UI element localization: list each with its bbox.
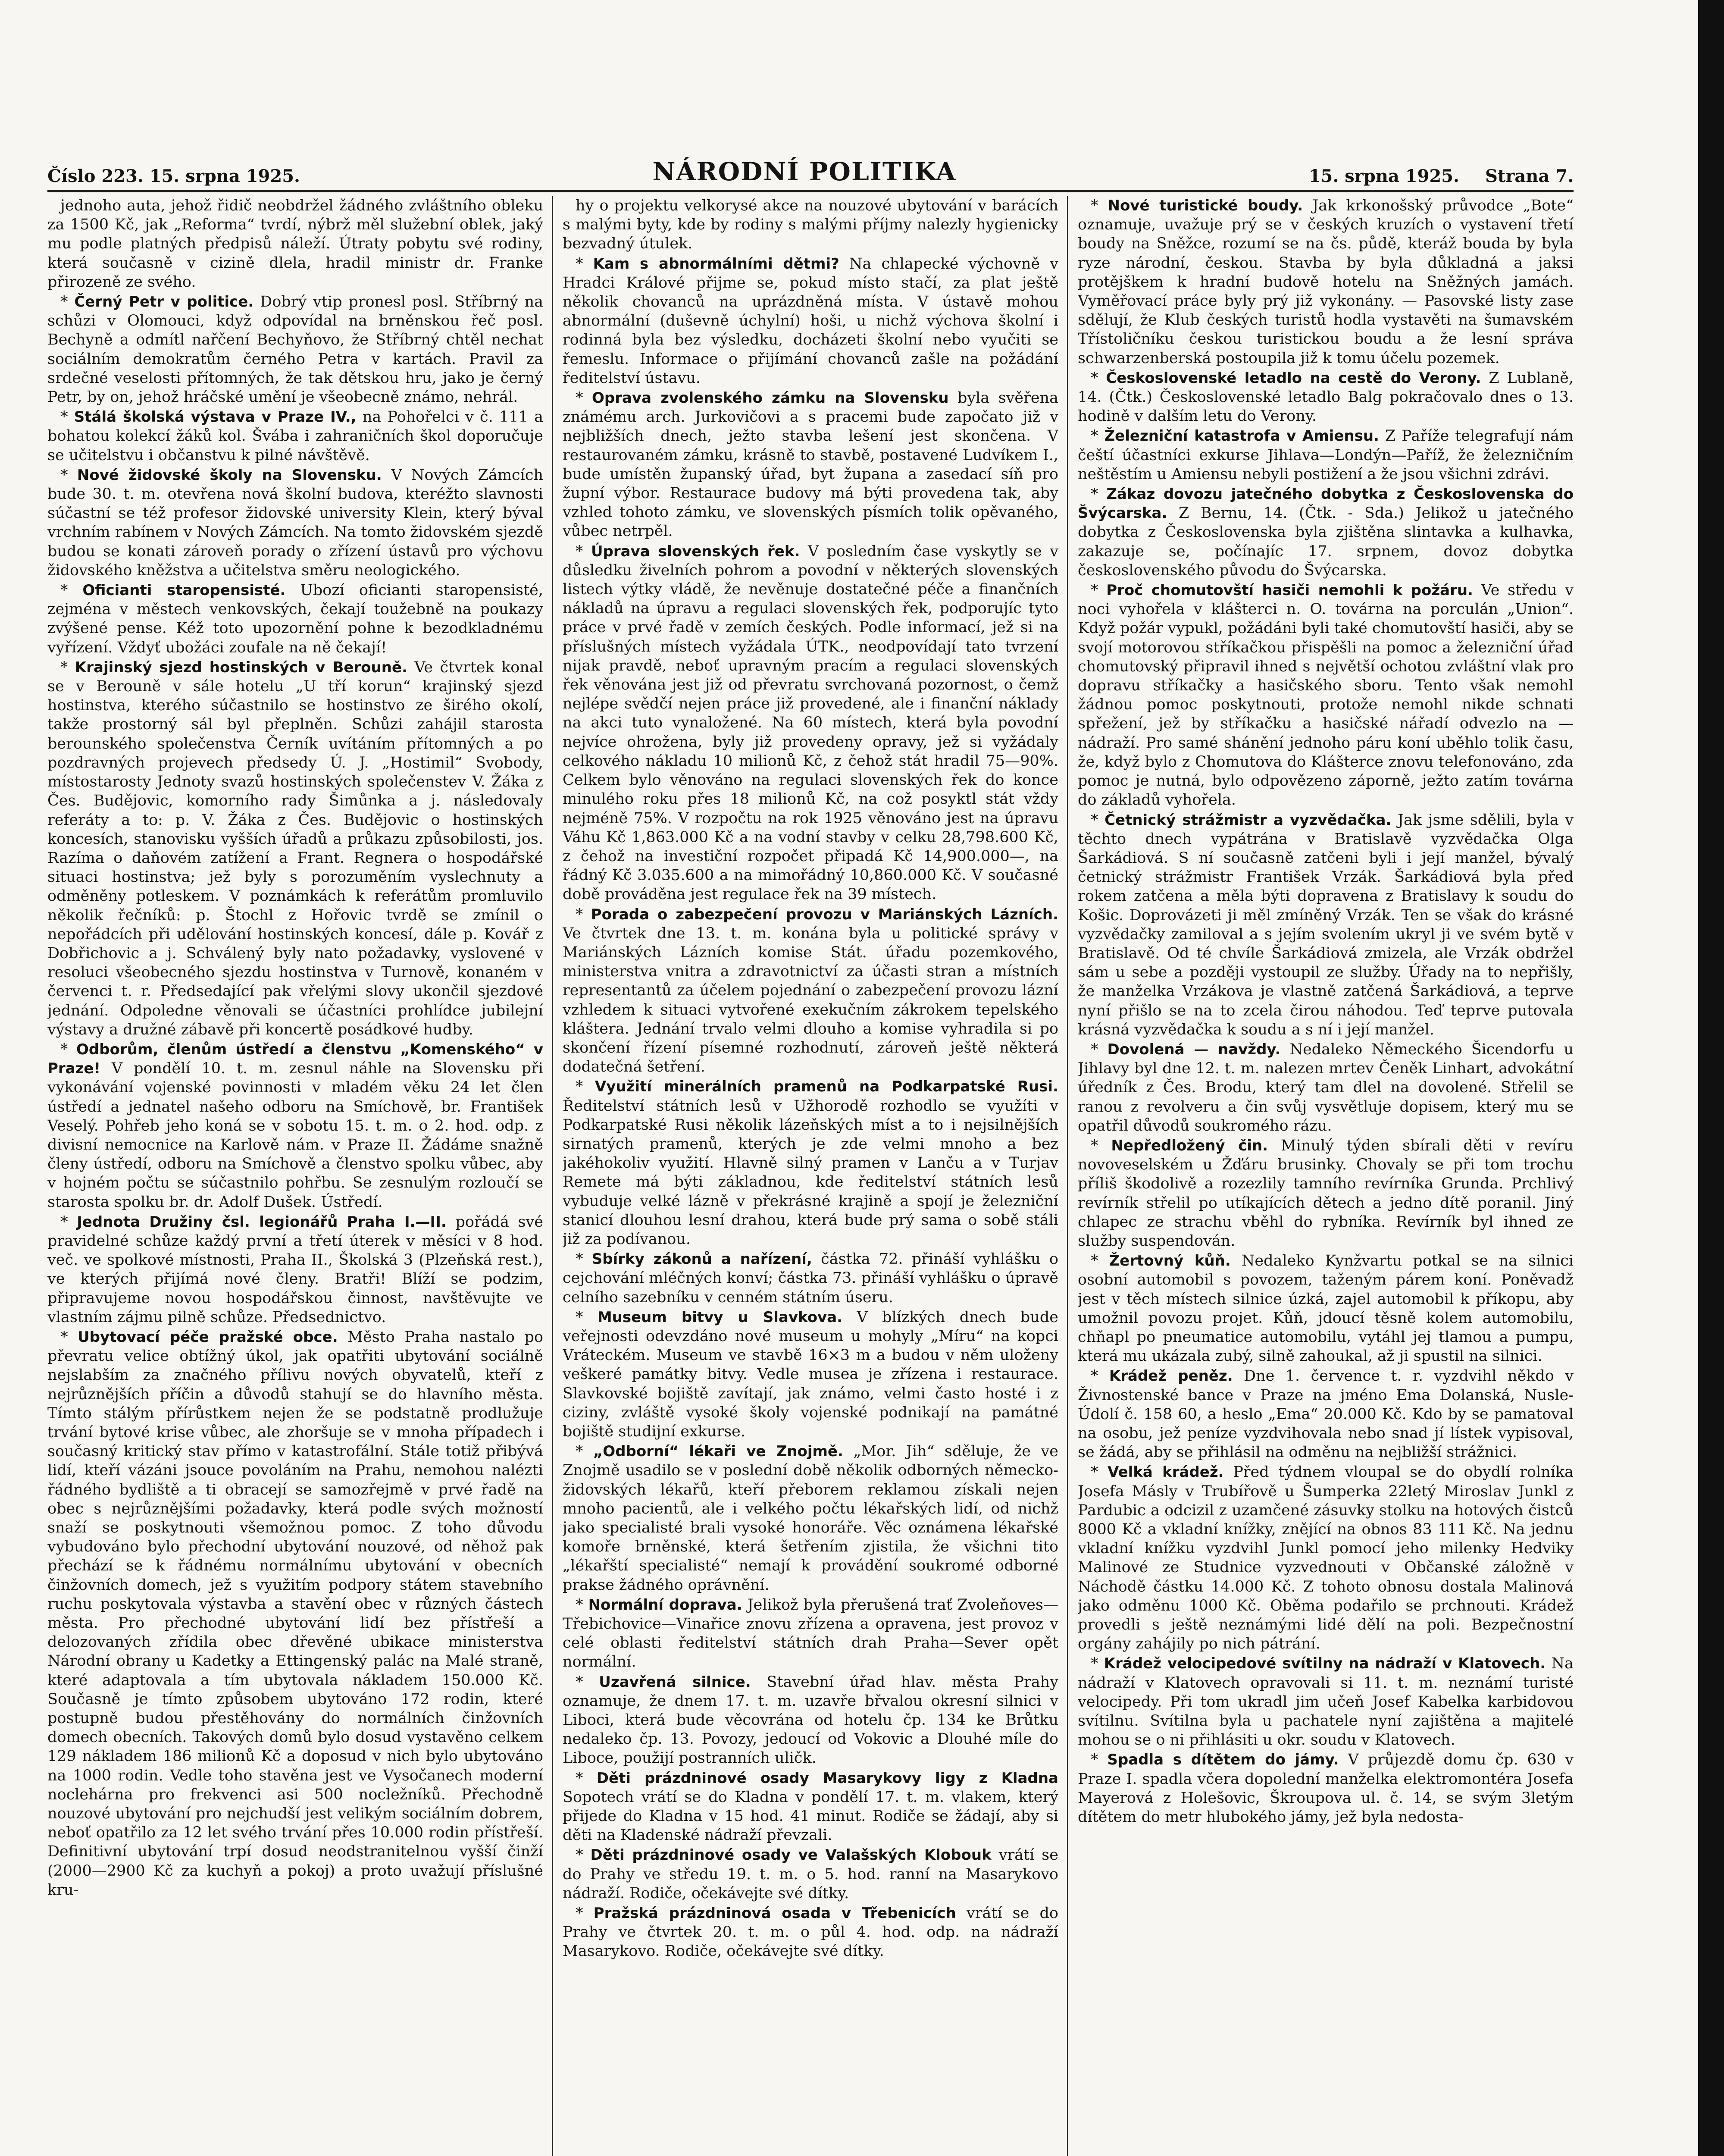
news-item: * Nepředložený čin. Minulý týden sbírali děti v revíru novoveselském u Žďáru brusinky. Chovaly se při tom trochu příliš škodolivě a rozezlily tamního revírníka Grunda. Prchlivý revírník střelil po utíkajících dětech a jedno dítě poranil. Jiný chlapec ze strachu vběhl do rybníka. Revírník byl ihned ze služby suspendován. bbox=[1078, 1137, 1574, 1250]
column-3 bbox=[1078, 196, 1574, 2156]
news-item-heading: Železniční katastrofa v Amiensu. bbox=[1104, 427, 1379, 445]
news-item: * Proč chomutovští hasiči nemohli k požáru. Ve středu v noci vyhořela v klášterci n. O. továrna na porculán „Union“. Když požár vypukl, požádáni byli také chomutovští hasiči, aby se svojí motorovou stříkačkou přispěšli na pomoc a železniční úřad chomutovský připravil ihned s největší ochotou zvláštní vlak pro dopravu stříkačky a hasičského sboru. Tento však nemohl žádnou pomoc poskytnouti, protože nemohl nikde schnati spřežení, jež by stříkačku a hasičské nářadí odvezlo na — nádraží. Pro samé shánění jednoho páru koní uběhlo tolik času, že, když bylo z Chomutova do Klášterce znovu telefonováno, zda pomoc je nutná, bylo odpovězeno záporně, ježto zatím továrna do základů vyhořela. bbox=[1078, 582, 1574, 809]
news-item-heading: Spadla s dítětem do jámy. bbox=[1107, 1751, 1339, 1769]
news-item: * Oficianti staropensisté. Ubozí oficianti staropensisté, zejména v městech venkovských, čekají toužebně na poukazy zvýšené pense. Kéž toto upozornění pohne k bezodkladnému vyřízení. Vždyť ubožáci zoufale na ně čekají! bbox=[47, 582, 543, 656]
news-item: * Sbírky zákonů a nařízení, částka 72. přináší vyhlášku o cejchování mléčných konví; částka 73. přináší vyhlášku o úpravě celního sazebníku v cenném státním úseru. bbox=[563, 1250, 1058, 1306]
news-item-text: Z Lublaně, 14. (Čtk.) Československé letadlo Balg pokračovalo dnes o 13. hodině v dalším letu do Verony. bbox=[1078, 369, 1574, 425]
news-item-heading: Četnický strážmistr a vyzvědačka. bbox=[1104, 811, 1392, 829]
news-item: * „Odborní“ lékaři ve Znojmě. „Mor. Jih“ sděluje, že ve Znojmě usadilo se v poslední době několik odborných německo-židovských lékařů, kteří přeborem reklamou získali nejen mnoho pacientů, ale i velkého počtu lékařských lidí, od nichž jako specialisté brali vysoké honoráře. Věc oznámena lékařské komoře brněnské, která šetřením zjistila, že všichni tito „lékařští specialisté“ nemají k provádění soukromé odborné prakse žádného oprávnění. bbox=[563, 1443, 1058, 1594]
news-item-heading: Ubytovací péče pražské obce. bbox=[78, 1328, 338, 1346]
news-item: * Oprava zvolenského zámku na Slovensku byla svěřena známému arch. Jurkovičovi a s pracemi bude započato již v nejbližších dnech, ježto stavba lešení jest skončena. V restaurovaném zámku, krásně to stavbě, postavené Ludvíkem I., bude umístěn županský úřad, byt župana a zasedací síň pro župní výbor. Restaurace budovy má býti provedena tak, aby vzhled tohoto zámku, ve slovenských písmích tolik opěvaného, vůbec netrpěl. bbox=[563, 389, 1058, 540]
news-item-text: V posledním čase vyskytly se v důsledku živelních pohrom a povodní v některých slovenských listech výtky vládě, že nevěnuje dostatečné péče a finančních nákladů na úpravu a regulaci slovenských řek, podporujíc tyto práce v prvé řadě v zemích českých. Podle informací, jež si na příslušných místech vyžádala ÚTK., neodpovídají tato tvrzení nijak pravdě, neboť upravným pracím a regulaci slovenských řek věnována jest již od převratu svrchovaná pozornost, o čemž nejlépe svědčí nejen práce již provedené, ale i finanční náklady na akci tuto vynaložené. Na 60 místech, která byla povodní nejvíce ohrožena, byly již provedeny opravy, jež si vyžádaly celkového nákladu 10 milionů Kč, z čehož stát hradil 75—90%. Celkem bylo věnováno na regulaci slovenských řek do konce minulého roku přes 18 milionů Kč, na což posyktl stát vždy nejméně 75%. V rozpočtu na rok 1925 věnováno jest na úpravu Váhu Kč 1,863.000 Kč a na vodní stavby v celku 28,798.600 Kč, z čehož na investiční rozpočet připadá Kč 14,900.000—, na řádný Kč 3.035.600 a na mimořádný 10,860.000 Kč. V současné době prováděna jest regulace řek na 39 místech. bbox=[563, 542, 1058, 903]
news-item: * Krajinský sjezd hostinských v Berouně. Ve čtvrtek konal se v Berouně v sále hotelu „U tří korun“ krajinský sjezd hostinstva, kterého súčastnilo se hostinstvo ze širého okolí, takže prostorný sál byl přeplněn. Schůzi zahájil starosta berounského společenstva Černík uvítáním přítomných a po pozdravných projevech předsedy Ú. J. „Hostimil“ Svobody, místostarosty Jednoty svazů hostinských společenstev V. Žáka z Čes. Budějovic, komorního rady Šimůnka a j. následovaly referáty a to: p. V. Žáka z Čes. Budějovic o hostinských koncesích, stanovisku vyšších úřadů a průkazu způsobilosti, jos. Razíma o daňovém zatížení a Frant. Regnera o hospodářské situaci hostinstva; jež byly s porozuměním vyslechnuty a odměněny potleskem. V poznámkách k referátům promluvilo několik řečníků: p. Štochl z Hořovic tvrdě se zmínil o nepořádcích při udělování hostinských koncesí, dále p. Kovář z Dobřichovic a j. Schválený byly nato požadavky, vyslovené v resoluci všeobecného sjezdu hostinstva v Turnově, konaném v červenci t. r. Předsedající pak vřelými slovy ukončil sjezdové jednání. Odpoledne věnovali se účastníci prohlídce jubilejní výstavy a družné zábavě při koncertě posádkové hudby. bbox=[47, 658, 543, 1038]
news-item-heading: Proč chomutovští hasiči nemohli k požáru. bbox=[1106, 582, 1473, 599]
news-item bbox=[47, 196, 543, 291]
news-item-heading: Museum bitvy u Slavkova. bbox=[597, 1308, 843, 1326]
news-item: * Spadla s dítětem do jámy. V průjezdě domu čp. 630 v Praze I. spadla včera dopolední manželka elektromontéra Josefa Mayerová z Holešovic, Škroupova ul. č. 14, se svým 3letým dítětem do metr hlubokého jámy, jež byla nedosta- bbox=[1078, 1751, 1574, 1826]
news-item-heading: Využití minerálních pramenů na Podkarpatské Rusi. bbox=[594, 1078, 1058, 1096]
news-item-text: jednoho auta, jehož řidič neobdržel žádného zvláštního obleku za 1500 Kč, jak „Reforma“ tvrdí, nýbrž měl služební oblek, jaký mu podle platných předpisů náleží. Útraty pobytu své rodiny, která současně v cizině dlela, hradil ministr dr. Franke přirozeně ze svého. bbox=[47, 197, 543, 291]
news-item-text: Ředitelství státních lesů v Užhorodě rozhodlo se využíti v Podkarpatské Rusi několik lázeňských míst a to i nejsilnějších sirnatých pramenů, kterých je zde velmi mnoho a bez jakéhokoliv využití. Hlavně silný pramen v Lanču a v Turjav Remete má býti základnou, kde ředitelství státních lesů vybuduje velké lázně v překrásné krajině a spojí je železniční stanicí dlouhou lesní drahou, která bude prý sama o sobě stáli již za podívanou. bbox=[563, 1097, 1058, 1248]
news-item-text: „Mor. Jih“ sděluje, že ve Znojmě usadilo se v poslední době několik odborných německo-židovských lékařů, kteří přeborem reklamou získali nejen mnoho pacientů, ale i velkého počtu lékařských lidí, od nichž jako specialisté brali vysoké honoráře. Věc oznámena lékařské komoře brněnské, která šetřením zjistila, že všichni tito „lékařští specialisté“ nemají k provádění soukromé odborné prakse žádného oprávnění. bbox=[563, 1443, 1058, 1594]
news-item-text: Jak jsme sdělili, byla v těchto dnech vypátrána v Bratislavě vyzvědačka Olga Šarkádiová. S ní současně zatčeni byli i její manžel, bývalý četnický strážmistr František Vrzák. Šarkádiová byla před rokem zatčena a měla býti dopravena z Bratislavy k soudu do Košic. Doprovázeti ji měl zmíněný Vrzák. Ten se však do krásné vyzvědačky zamiloval a s jejím svolením ukryl ji ve svém bytě v Bratislavě. Od té chvíle Šarkádiová zmizela, ale Vrzák obdržel sám u sebe a později vystoupil ze služby. Úřady na to nepřišly, že manželka Vrzákova je vlastně zatčená Šarkádiová, a teprve nyní přišlo se na to zcela čirou náhodou. Teď teprve putovala krásná vyzvědačka k soudu a s ní i její manžel. bbox=[1078, 811, 1574, 1038]
news-item: * Nové židovské školy na Slovensku. V Nových Zámcích bude 30. t. m. otevřena nová školní budova, kteréžto slavnosti súčastní se též profesor židovské university Klein, který býval vrchním rabínem v Nových Zámcích. Na tomto židovském sjezdě budou se konati zároveň porady o zřízení ústavů pro výchovu židovského kněžstva a učitelstva směru neologického. bbox=[47, 466, 543, 579]
news-item-heading: Velká krádež. bbox=[1108, 1463, 1224, 1481]
news-item-heading: Krajinský sjezd hostinských v Berouně. bbox=[75, 658, 407, 676]
news-item-heading: Československé letadlo na cestě do Verony. bbox=[1106, 369, 1481, 387]
news-item-text: V blízkých dnech bude veřejnosti odevzdáno nové museum u mohyly „Míru“ na kopci Vráteckém. Museum ve stavbě 16×3 m a budou v něm uloženy veškeré památky bitvy. Vedle musea je zřízena i restaurace. Slavkovské bojiště zavítají, jak známo, velmi často hosté i z ciziny, zvláště vysoké školy vojenské podnikají na památné bojiště studijní exkurse. bbox=[563, 1308, 1058, 1440]
news-item-heading: Oficianti staropensisté. bbox=[82, 582, 286, 599]
column-divider bbox=[1067, 196, 1068, 2156]
news-item-text: V průjezdě domu čp. 630 v Praze I. spadla včera dopolední manželka elektromontéra Josefa Mayerová z Holešovic, Škroupova ul. č. 14, se svým 3letým dítětem do metr hlubokého jámy, jež byla nedosta- bbox=[1078, 1751, 1574, 1826]
news-item-heading: Krádež peněz. bbox=[1109, 1367, 1233, 1385]
news-item-heading: Krádež velocipedové svítilny na nádraží v Klatovech. bbox=[1104, 1655, 1546, 1673]
column-divider bbox=[552, 196, 553, 2156]
news-item: * Železniční katastrofa v Amiensu. Z Paříže telegrafují nám čeští účastníci exkurse Jihlava—Londýn—Paříž, že železničním neštěstím u Amiensu nebyli postižení a že jsou všichni zdrávi. bbox=[1078, 427, 1574, 483]
news-item-text: Z Paříže telegrafují nám čeští účastníci exkurse Jihlava—Londýn—Paříž, že železničním neštěstím u Amiensu nebyli postižení a že jsou všichni zdrávi. bbox=[1078, 427, 1574, 483]
page-header bbox=[47, 156, 1574, 186]
news-item-text: V pondělí 10. t. m. zesnul náhle na Slovensku při vykonávání vojenské povinnosti v mladém věku 24 let člen ústředí a jednatel našeho odboru na Smíchově, br. František Veselý. Pohřeb jeho koná se v sobotu 15. t. m. o 2. hod. odp. z divisní nemocnice na Karlově nám. v Praze II. Žádáme snažně členy ústředí, odboru na Smíchově a členstvo spolku vůbec, aby v hojném počtu se súčastnilo pohřbu. Se zesnulým rozloučí se starosta spolku br. dr. Adolf Dušek. Ústředí. bbox=[47, 1060, 543, 1211]
news-item-text: Minulý týden sbírali děti v revíru novoveselském u Žďáru brusinky. Chovaly se při tom trochu příliš škodolivě a rozezlily tamního revírníka Grunda. Prchlivý revírník střelil po utíkajících dětech a jedno dítě poranil. Jiný chlapec ze strachu vběhl do rybníka. Revírník byl ihned ze služby suspendován. bbox=[1078, 1137, 1574, 1250]
news-item-heading: Děti prázdninové osady ve Valašských Klobouk bbox=[590, 1846, 992, 1864]
news-item-heading: Uzavřená silnice. bbox=[599, 1673, 751, 1691]
news-item-heading: „Odborní“ lékaři ve Znojmě. bbox=[593, 1443, 843, 1460]
news-item-text: Ve čtvrtek dne 13. t. m. konána byla u politické správy v Mariánských Lázních komise Stát. úřadu pozemkového, ministerstva vnitra a zdravotnictví za účasti stran a místních representantů za účelem pojednání o zabezpečení provozu lázní vzhledem k situaci vytvořené exekučním zákrokem tepelského kláštera. Jednání trvalo velmi dlouho a komise vyhradila si po skončení řízení písemné rozhodnutí, zároveň ještě některá dodatečná šetření. bbox=[563, 924, 1058, 1076]
news-item-heading: Porada o zabezpečení provozu v Mariánských Lázních. bbox=[591, 906, 1058, 923]
news-item bbox=[563, 196, 1058, 254]
news-item-text: Na chlapecké výchovně v Hradci Králové přijme se, pokud místo stačí, za plat ještě několik chovanců na uprázdněná místa. V ústavě mohou abnormální (duševně úchylní) hoši, u nichž výchova školní i rodinná byla bez výsledku, docházeti školní nebo vyučiti se řemeslu. Informace o přijímání chovanců zašle na požádání ředitelství ústavu. bbox=[563, 255, 1058, 387]
news-item-text: Jelikož byla přerušená trať Zvoleňoves—Třebichovice—Vinařice znovu zřízena a opravena, jest provoz v celé oblasti ředitelství státních drah Praha—Sever opět normální. bbox=[563, 1596, 1058, 1671]
news-item-text: Z Bernu, 14. (Čtk. - Sda.) Jelikož u jatečného dobytka z Československa byla zjištěna slintavka a kulhavka, zakazuje se, počínajíc 17. srpnem, dovoz dobytka československého původu do Švýcarska. bbox=[1078, 505, 1574, 579]
news-item-heading: Oprava zvolenského zámku na Slovensku bbox=[591, 389, 949, 407]
page-number: Strana 7. bbox=[1485, 166, 1574, 186]
news-item-text: V Nových Zámcích bude 30. t. m. otevřena nová školní budova, kteréžto slavnosti súčastní se též profesor židovské university Klein, který býval vrchním rabínem v Nových Zámcích. Na tomto židovském sjezdě budou se konati zároveň porady o zřízení ústavů pro výchovu židovského kněžstva a učitelstva směru neologického. bbox=[47, 466, 543, 579]
news-item-text: Před týdnem vloupal se do obydlí rolníka Josefa Másly v Trubířově u Šumperka 22letý Miroslav Junkl z Pardubic a odcizil z uzamčené zásuvky stolku na hotových čistců 8000 Kč a vkladní knížky, znějící na obnos 83 111 Kč. Na jednu vkladní knížku vyzdvihl Junkl pomocí jeho milenky Hedviky Malinové ze Studnice vyzvednouti v Občanské záložně v Náchodě částku 14.000 Kč. Z tohoto obnosu dostala Malinová jako odměnu 1000 Kč. Oběma podařilo se prchnouti. Krádež provedli s ještě neznámými lidé dělí na poli. Bezpečnostní orgány zahájily po nich pátrání. bbox=[1078, 1463, 1574, 1653]
news-item-text: Město Praha nastalo po převratu velice obtížný úkol, jak opatřiti ubytování sociálně nejslabším za značného přílivu nových obyvatelů, kteří z nejrůznějších příčin a důvodů stahují se do hlavního města. Tímto stálým přírůstkem nejen že se podstatně prodlužuje trvání bytové krise vůbec, ale zhoršuje se v mnoha případech i současný kritický stav přímo v katastrofální. Stále totiž přibývá lidí, kteří vázáni jsouce povoláním na Prahu, nemohou nalézti řádného bydliště a ti obracejí se samozřejmě v prvé řadě na obec s nejrůznějšími požadavky, která podle svých možností snaží se poskytnouti všemožnou pomoc. Z toho důvodu vybudováno bylo přechodní ubytování nouzové, od něhož pak přechází se k řádnému normálnímu ubytování v obecních činžovních domech, jež s využitím podpory státem stavebního ruchu poskytovala výstavba a stavění obec v různých částech města. Pro přechodné ubytování lidí bez přístřeší a delozovaných zřídila obec dřevěné ubikace ministerstva Národní obrany u Kadetky a Ettingenský palác na Malé straně, které adaptovala a tím ubytovala nákladem 150.000 Kč. Současně je tímto způsobem ubytováno 172 rodin, které postupně budou přestěhovány do normálních činžovních domech obecních. Takových domů bylo dosud vystavěno celkem 129 nákladem 186 milionů Kč a doposud v nich bylo ubytováno na 1000 rodin. Vedle toho stavěna jest ve Vysočanech moderní noclehárna pro frekvenci asi 500 nocležníků. Přechodně nouzové ubytování pro nejchudší jest velikým sociálním dobrem, neboť opatřilo za 12 let svého trvání přes 10.000 rodin přístřeší. Definitivní ubytování trpí dosud neodstranitelnou vyšší činží (2000—2900 Kč za kuchyň a pokoj) a proto uvažují příslušné kru- bbox=[47, 1328, 543, 1899]
news-item-heading: Žertovný kůň. bbox=[1109, 1252, 1231, 1270]
header-rule bbox=[47, 190, 1574, 192]
news-item: * Porada o zabezpečení provozu v Mariánských Lázních. Ve čtvrtek dne 13. t. m. konána byla u politické správy v Mariánských Lázních komise Stát. úřadu pozemkového, ministerstva vnitra a zdravotnictví za účasti stran a místních representantů za účelem pojednání o zabezpečení provozu lázní vzhledem k situaci vytvořené exekučním zákrokem tepelského kláštera. Jednání trvalo velmi dlouho a komise vyhradila si po skončení řízení písemné rozhodnutí, zároveň ještě některá dodatečná šetření. bbox=[563, 906, 1058, 1076]
news-item: * Krádež velocipedové svítilny na nádraží v Klatovech. Na nádraží v Klatovech opravovali si 11. t. m. neznámí turisté velocipedy. Při tom ukradl jim učeň Josef Kabelka karbidovou svítilnu. Svítilna byla u pachatele nyní zajištěna a majitelé mohou se o ni přihlásiti u okr. soudu v Klatovech. bbox=[1078, 1655, 1574, 1749]
news-item-heading: Sbírky zákonů a nařízení, bbox=[591, 1250, 812, 1268]
news-item-text: hy o projektu velkorysé akce na nouzové ubytování v barácích s malými byty, kde by rodiny s malými příjmy nalezly hygienicky bezvadný útulek. bbox=[563, 197, 1058, 253]
news-item-heading: Nové židovské školy na Slovensku. bbox=[77, 466, 382, 484]
news-item: * Velká krádež. Před týdnem vloupal se do obydlí rolníka Josefa Másly v Trubířově u Šumperka 22letý Miroslav Junkl z Pardubic a odcizil z uzamčené zásuvky stolku na hotových čistců 8000 Kč a vkladní knížky, znějící na obnos 83 111 Kč. Na jednu vkladní knížku vyzdvihl Junkl pomocí jeho milenky Hedviky Malinové ze Studnice vyzvednouti v Občanské záložně v Náchodě částku 14.000 Kč. Z tohoto obnosu dostala Malinová jako odměnu 1000 Kč. Oběma podařilo se prchnouti. Krádež provedli s ještě neznámými lidé dělí na poli. Bezpečnostní orgány zahájily po nich pátrání. bbox=[1078, 1463, 1574, 1653]
column-2 bbox=[563, 196, 1058, 2156]
header-date: 15. srpna 1925. bbox=[1308, 166, 1459, 186]
news-item-heading: Nepředložený čin. bbox=[1111, 1137, 1268, 1154]
news-item-heading: Jednota Družiny čsl. legionářů Praha I.—II. bbox=[77, 1213, 447, 1231]
news-item-heading: Normální doprava. bbox=[588, 1596, 742, 1614]
news-item-heading: Úprava slovenských řek. bbox=[591, 542, 800, 560]
news-item: * Využití minerálních pramenů na Podkarpatské Rusi. Ředitelství státních lesů v Užhorodě rozhodlo se využíti v Podkarpatské Rusi několik lázeňských míst a to i nejsilnějších sirnatých pramenů, kterých je zde velmi mnoho a bez jakéhokoliv využití. Hlavně silný pramen v Lanču a v Turjav Remete má býti základnou, kde ředitelství státních lesů vybuduje velké lázně v překrásné krajině a spojí je železniční stanicí dlouhou lesní drahou, která bude prý sama o sobě stáli již za podívanou. bbox=[563, 1078, 1058, 1248]
news-item-heading: Děti prázdninové osady Masarykovy ligy z Kladna bbox=[596, 1769, 1058, 1787]
news-item-text: Stavební úřad hlav. města Prahy oznamuje, že dnem 17. t. m. uzavře břvalou okresní silnici v Liboci, která bude věcovrána od hotelu čp. 134 ke Brůtku nedaleko čp. 13. Povozy, jedoucí od Vokovic a Dlouhé míle do Liboce, použijí postranních uličk. bbox=[563, 1673, 1058, 1767]
news-item: * Uzavřená silnice. Stavební úřad hlav. města Prahy oznamuje, že dnem 17. t. m. uzavře břvalou okresní silnici v Liboci, která bude věcovrána od hotelu čp. 134 ke Brůtku nedaleko čp. 13. Povozy, jedoucí od Vokovic a Dlouhé míle do Liboce, použijí postranních uličk. bbox=[563, 1673, 1058, 1767]
newspaper-title: NÁRODNÍ POLITIKA bbox=[652, 157, 957, 186]
news-item: * Žertovný kůň. Nedaleko Kynžvartu potkal se na silnici osobní automobil s povozem, taženým párem koní. Poněvadž jest v těch místech silnice úzká, zajel automobil k příkopu, aby umožnil povozu projet. Kůň, jdoucí těsně kolem automobilu, chňapl po pneumatice automobilu, vytáhl jej tlamou a pumpu, která mu ukázala zubý, silně zahoukal, až ji spustil na silnici. bbox=[1078, 1252, 1574, 1365]
news-item: * Četnický strážmistr a vyzvědačka. Jak jsme sdělili, byla v těchto dnech vypátrána v Bratislavě vyzvědačka Olga Šarkádiová. S ní současně zatčeni byli i její manžel, bývalý četnický strážmistr František Vrzák. Šarkádiová byla před rokem zatčena a měla býti dopravena z Bratislavy k soudu do Košic. Doprovázeti ji měl zmíněný Vrzák. Ten se však do krásné vyzvědačky zamiloval a s jejím svolením ukryl ji ve svém bytě v Bratislavě. Od té chvíle Šarkádiová zmizela, ale Vrzák obdržel sám u sebe a později vystoupil ze služby. Úřady na to nepřišly, že manželka Vrzákova je vlastně zatčená Šarkádiová, a teprve nyní přišlo se na to zcela čirou náhodou. Teď teprve putovala krásná vyzvědačka k soudu a s ní i její manžel. bbox=[1078, 811, 1574, 1038]
news-item: * Odborům, členům ústředí a členstvu „Komenského“ v Praze! V pondělí 10. t. m. zesnul náhle na Slovensku při vykonávání vojenské povinnosti v mladém věku 24 let člen ústředí a jednatel našeho odboru na Smíchově, br. František Veselý. Pohřeb jeho koná se v sobotu 15. t. m. o 2. hod. odp. z divisní nemocnice na Karlově nám. v Praze II. Žádáme snažně členy ústředí, odboru na Smíchově a členstvo spolku vůbec, aby v hojném počtu se súčastnilo pohřbu. Se zesnulým rozloučí se starosta spolku br. dr. Adolf Dušek. Ústředí. bbox=[47, 1040, 543, 1211]
header-right bbox=[1309, 166, 1574, 186]
news-item: * Krádež peněz. Dne 1. července t. r. vyzdvihl někdo v Živnostenské bance v Praze na jméno Ema Dolanská, Nusle-Údolí č. 158 60, a heslo „Ema“ 20.000 Kč. Kdo by se pamatoval na osobu, jež peníze vyzdvihovala nebo snad jí lístek vypisoval, se žádá, aby se přihlásil na odměnu na nejbližší strážnici. bbox=[1078, 1367, 1574, 1461]
news-item: * Ubytovací péče pražské obce. Město Praha nastalo po převratu velice obtížný úkol, jak opatřiti ubytování sociálně nejslabším za značného přílivu nových obyvatelů, kteří z nejrůznějších příčin a důvodů stahují se do hlavního města. Tímto stálým přírůstkem nejen že se podstatně prodlužuje trvání bytové krise vůbec, ale zhoršuje se v mnoha případech i současný kritický stav přímo v katastrofální. Stále totiž přibývá lidí, kteří vázáni jsouce povoláním na Prahu, nemohou nalézti řádného bydliště a ti obracejí se samozřejmě v prvé řadě na obec s nejrůznějšími požadavky, která podle svých možností snaží se poskytnouti všemožnou pomoc. Z toho důvodu vybudováno bylo přechodní ubytování nouzové, od něhož pak přechází se k řádnému normálnímu ubytování v obecních činžovních domech, jež s využitím podpory státem stavebního ruchu poskytovala výstavba a stavění obec v různých částech města. Pro přechodné ubytování lidí bez přístřeší a delozovaných zřídila obec dřevěné ubikace ministerstva Národní obrany u Kadetky a Ettingenský palác na Malé straně, které adaptovala a tím ubytovala nákladem 150.000 Kč. Současně je tímto způsobem ubytováno 172 rodin, které postupně budou přestěhovány do normálních činžovních domech obecních. Takových domů bylo dosud vystavěno celkem 129 nákladem 186 milionů Kč a doposud v nich bylo ubytováno na 1000 rodin. Vedle toho stavěna jest ve Vysočanech moderní noclehárna pro frekvenci asi 500 nocležníků. Přechodně nouzové ubytování pro nejchudší jest velikým sociálním dobrem, neboť opatřilo za 12 let svého trvání přes 10.000 rodin přístřeší. Definitivní ubytování trpí dosud neodstranitelnou vyšší činží (2000—2900 Kč za kuchyň a pokoj) a proto uvažují příslušné kru- bbox=[47, 1328, 543, 1899]
news-item-text: Jak krkonošský průvodce „Bote“ oznamuje, uvažuje prý se v českých kruzích o vystavení třetí boudy na Sněžce, rozumí se na čs. půdě, kteráž bouda by byla ryze národní, českou. Stavba by byla důkladná a jaksi protějškem k hradní budově hotelu na Sněžných jamách. Vyměřovací práce byly prý již vykonány. — Pasovské listy zase sdělují, že Klub českých turistů hodla vystavěti na šumavském Třístoličníku českou turistickou boudu a že lesní správa schwarzenberská postoupila již k tomu účelu pozemek. bbox=[1078, 197, 1574, 367]
news-item: * Dovolená — navždy. Nedaleko Německého Šicendorfu u Jihlavy byl dne 12. t. m. nalezen mrtev Čeněk Linhart, advokátní úředník z Čes. Brodu, který tam dlel na dovolené. Střelil se ranou z revolveru a čin svůj vysvětluje dopisem, který mu se opatřil důvodů soukromého rázu. bbox=[1078, 1040, 1574, 1134]
news-item: * Normální doprava. Jelikož byla přerušená trať Zvoleňoves—Třebichovice—Vinařice znovu zřízena a opravena, jest provoz v celé oblasti ředitelství státních drah Praha—Sever opět normální. bbox=[563, 1596, 1058, 1671]
news-item: * Děti prázdninové osady ve Valašských Klobouk vrátí se do Prahy ve středu 19. t. m. o 5. hod. ranní na Masarykovo nádraží. Rodiče, očekávejte své dítky. bbox=[563, 1846, 1058, 1902]
news-item-text: Na nádraží v Klatovech opravovali si 11. t. m. neznámí turisté velocipedy. Při tom ukradl jim učeň Josef Kabelka karbidovou svítilnu. Svítilna byla u pachatele nyní zajištěna a majitelé mohou se o ni přihlásiti u okr. soudu v Klatovech. bbox=[1078, 1655, 1574, 1749]
news-item-text: pořádá své pravidelné schůze každý první a třetí úterek v měsíci v 8 hod. več. ve spolkové místnosti, Praha II., Školská 3 (Plzeňská rest.), ve kterých přijímá nové členy. Bratři! Blíží se podzim, připravujeme novou hospodářskou činnost, navštěvujte ve vlastním zájmu pilně schůze. Předsednictvo. bbox=[47, 1213, 543, 1326]
news-item-heading: Černý Petr v politice. bbox=[74, 293, 254, 311]
news-item-heading: Odborům, členům ústředí a členstvu „Komenského“ v Praze! bbox=[47, 1040, 543, 1078]
news-item-heading: Stálá školská výstava v Praze IV., bbox=[74, 408, 357, 426]
column-1 bbox=[47, 196, 543, 2156]
news-item-text: Dobrý vtip pronesl posl. Stříbrný na schůzi v Olomouci, když odpovídal na brněnskou řeč posl. Bechyně a odmítl nařčení Bechyňovo, že Stříbrný chtěl nechat sociálním demokratům černého Petra v kartách. Pravil za srdečné veselosti přítomných, že tak dětskou hru, jako je černý Petr, by on, jehož hráčské umění je všeobecně známo, nehrál. bbox=[47, 293, 543, 406]
news-item-text: vrátí se do Prahy ve středu 19. t. m. o 5. hod. ranní na Masarykovo nádraží. Rodiče, očekávejte své dítky. bbox=[563, 1846, 1058, 1902]
scan-edge bbox=[1698, 0, 1724, 2156]
news-item: * Československé letadlo na cestě do Verony. Z Lublaně, 14. (Čtk.) Československé letadlo Balg pokračovalo dnes o 13. hodině v dalším letu do Verony. bbox=[1078, 369, 1574, 425]
news-item-text: Sopotech vrátí se do Kladna v pondělí 17. t. m. vlakem, který přijede do Kladna v 15 hod. 41 minut. Rodiče se žádají, aby si děti na Kladenské nádraží převzali. bbox=[563, 1788, 1058, 1844]
news-item: * Museum bitvy u Slavkova. V blízkých dnech bude veřejnosti odevzdáno nové museum u mohyly „Míru“ na kopci Vráteckém. Museum ve stavbě 16×3 m a budou v něm uloženy veškeré památky bitvy. Vedle musea je zřízena i restaurace. Slavkovské bojiště zavítají, jak známo, velmi často hosté i z ciziny, zvláště vysoké školy vojenské podnikají na památné bojiště studijní exkurse. bbox=[563, 1308, 1058, 1440]
news-item-text: byla svěřena známému arch. Jurkovičovi a s pracemi bude započato již v nejbližších dnech, ježto stavba lešení jest skončena. V restaurovaném zámku, krásně to stavbě, postavené Ludvíkem I., bude umístěn županský úřad, byt župana a zasedací síň pro župní výbor. Restaurace budovy má býti provedena tak, aby vzhled tohoto zámku, ve slovenských písmích tolik opěvaného, vůbec netrpěl. bbox=[563, 389, 1058, 540]
news-item-text: Ve čtvrtek konal se v Berouně v sále hotelu „U tří korun“ krajinský sjezd hostinstva, kterého súčastnilo se hostinstvo ze širého okolí, takže prostorný sál byl přeplněn. Schůzi zahájil starosta berounského společenstva Černík uvítáním přítomných a po pozdravných projevech předsedy Ú. J. „Hostimil“ Svobody, místostarosty Jednoty svazů hostinských společenstev V. Žáka z Čes. Budějovic, komorního rady Šimůnka a j. následovaly referáty a to: p. V. Žáka z Čes. Budějovic o hostinských koncesích, stanovisku vyšších úřadů a průkazu způsobilosti, jos. Razíma o daňovém zatížení a Frant. Regnera o hospodářské situaci hostinstva; jež byly s porozuměním vyslechnuty a odměněny potleskem. V poznámkách k referátům promluvilo několik řečníků: p. Štochl z Hořovic tvrdě se zmínil o nepořádcích při udělování hostinských koncesí, dále p. Kovář z Dobřichovic a j. Schválený byly nato požadavky, vyslovené v resoluci všeobecného sjezdu hostinstva v Turnově, konaném v červenci t. r. Předsedající pak vřelými slovy ukončil sjezdové jednání. Odpoledne věnovali se účastníci prohlídce jubilejní výstavy a družné zábavě při koncertě posádkové hudby. bbox=[47, 658, 543, 1038]
news-item: * Zákaz dovozu jatečného dobytka z Československa do Švýcarska. Z Bernu, 14. (Čtk. - Sda.) Jelikož u jatečného dobytka z Československa byla zjištěna slintavka a kulhavka, zakazuje se, počínajíc 17. srpnem, dovoz dobytka československého původu do Švýcarska. bbox=[1078, 486, 1574, 579]
news-item-heading: Nové turistické boudy. bbox=[1108, 197, 1303, 214]
news-item: * Stálá školská výstava v Praze IV., na Pohořelci v č. 111 a bohatou kolekcí žáků kol. Švába i zahraničních škol doporučuje se učitelstvu i občanstvu k pilné návštěvě. bbox=[47, 408, 543, 464]
news-item: * Pražská prázdninová osada v Třebenicích vrátí se do Prahy ve čtvrtek 20. t. m. o půl 4. hod. odp. na nádraží Masarykovo. Rodiče, očekávejte své dítky. bbox=[563, 1905, 1058, 1960]
news-item: * Nové turistické boudy. Jak krkonošský průvodce „Bote“ oznamuje, uvažuje prý se v českých kruzích o vystavení třetí boudy na Sněžce, rozumí se na čs. půdě, kteráž bouda by byla ryze národní, českou. Stavba by byla důkladná a jaksi protějškem k hradní budově hotelu na Sněžných jamách. Vyměřovací práce byly prý již vykonány. — Pasovské listy zase sdělují, že Klub českých turistů hodla vystavěti na šumavském Třístoličníku českou turistickou boudu a že lesní správa schwarzenberská postoupila již k tomu účelu pozemek. bbox=[1078, 197, 1574, 367]
news-item: * Jednota Družiny čsl. legionářů Praha I.—II. pořádá své pravidelné schůze každý první a třetí úterek v měsíci v 8 hod. več. ve spolkové místnosti, Praha II., Školská 3 (Plzeňská rest.), ve kterých přijímá nové členy. Bratři! Blíží se podzim, připravujeme novou hospodářskou činnost, navštěvujte ve vlastním zájmu pilně schůze. Předsednictvo. bbox=[47, 1213, 543, 1326]
news-item: * Úprava slovenských řek. V posledním čase vyskytly se v důsledku živelních pohrom a povodní v některých slovenských listech výtky vládě, že nevěnuje dostatečné péče a finančních nákladů na úpravu a regulaci slovenských řek, podporujíc tyto práce v prvé řadě v zemích českých. Podle informací, jež si na příslušných místech vyžádala ÚTK., neodpovídají tato tvrzení nijak pravdě, neboť upravným pracím a regulaci slovenských řek věnována jest již od převratu svrchovaná pozornost, o čemž nejlépe svědčí nejen práce již provedené, ale i finanční náklady na akci tuto vynaložené. Na 60 místech, která byla povodní nejvíce ohrožena, byly již provedeny opravy, jež si vyžádaly celkového nákladu 10 milionů Kč, z čehož stát hradil 75—90%. Celkem bylo věnováno na regulaci slovenských řek do konce minulého roku přes 18 milionů Kč, na což posyktl stát vždy nejméně 75%. V rozpočtu na rok 1925 věnováno jest na úpravu Váhu Kč 1,863.000 Kč a na vodní stavby v celku 28,798.600 Kč, z čehož na investiční rozpočet připadá Kč 14,900.000—, na řádný Kč 3.035.600 a na mimořádný 10,860.000 Kč. V současné době prováděna jest regulace řek na 39 místech. bbox=[563, 542, 1058, 903]
news-item-text: Ve středu v noci vyhořela v klášterci n. O. továrna na porculán „Union“. Když požár vypukl, požádáni byli také chomutovští hasiči, aby se svojí motorovou stříkačkou přispěšli na pomoc a železniční úřad chomutovský připravil ihned s největší ochotou zvláštní vlak pro dopravu stříkačky a hasičského sboru. Tento však nemohl žádnou pomoc poskytnouti, protože nemohl nikde schnati spřežení, jež by stříkačku a hasičské nářadí odvezlo na — nádraží. Pro samé shánění jednoho páru koní uběhlo tolik času, že, když bylo z Chomutova do Klášterce znovu telefonováno, zda pomoc je nutná, bylo odpovězeno záporně, ježto zatím továrna do základů vyhořela. bbox=[1078, 582, 1574, 809]
news-item: * Děti prázdninové osady Masarykovy ligy z Kladna Sopotech vrátí se do Kladna v pondělí 17. t. m. vlakem, který přijede do Kladna v 15 hod. 41 minut. Rodiče se žádají, aby si děti na Kladenské nádraží převzali. bbox=[563, 1769, 1058, 1844]
news-item-text: částka 72. přináší vyhlášku o cejchování mléčných konví; částka 73. přináší vyhlášku o úpravě celního sazebníku v cenném státním úseru. bbox=[563, 1250, 1058, 1306]
news-item-text: Ubozí oficianti staropensisté, zejména v městech venkovských, čekají toužebně na poukazy zvýšené pense. Kéž toto upozornění pohne k bezodkladnému vyřízení. Vždyť ubožáci zoufale na ně čekají! bbox=[47, 582, 543, 656]
news-item-heading: Dovolená — navždy. bbox=[1107, 1040, 1281, 1058]
news-item-text: vrátí se do Prahy ve čtvrtek 20. t. m. o půl 4. hod. odp. na nádraží Masarykovo. Rodiče, očekávejte své dítky. bbox=[563, 1905, 1058, 1960]
news-item-heading: Kam s abnormálními dětmi? bbox=[593, 255, 839, 273]
news-item-text: na Pohořelci v č. 111 a bohatou kolekcí žáků kol. Švába i zahraničních škol doporučuje se učitelstvu i občanstvu k pilné návštěvě. bbox=[47, 408, 543, 464]
news-item-text: Nedaleko Kynžvartu potkal se na silnici osobní automobil s povozem, taženým párem koní. Poněvadž jest v těch místech silnice úzká, zajel automobil k příkopu, aby umožnil povozu projet. Kůň, jdoucí těsně kolem automobilu, chňapl po pneumatice automobilu, vytáhl jej tlamou a pumpu, která mu ukázala zubý, silně zahoukal, až ji spustil na silnici. bbox=[1078, 1252, 1574, 1365]
news-item-text: Dne 1. července t. r. vyzdvihl někdo v Živnostenské bance v Praze na jméno Ema Dolanská, Nusle-Údolí č. 158 60, a heslo „Ema“ 20.000 Kč. Kdo by se pamatoval na osobu, jež peníze vyzdvihovala nebo snad jí lístek vypisoval, se žádá, aby se přihlásil na odměnu na nejbližší strážnici. bbox=[1078, 1367, 1574, 1461]
issue-number: Číslo 223. 15. srpna 1925. bbox=[47, 166, 300, 186]
news-item-heading: Pražská prázdninová osada v Třebenicích bbox=[593, 1905, 956, 1922]
news-item: * Kam s abnormálními dětmi? Na chlapecké výchovně v Hradci Králové přijme se, pokud místo stačí, za plat ještě několik chovanců na uprázdněná místa. V ústavě mohou abnormální (duševně úchylní) hoši, u nichž výchova školní i rodinná byla bez výsledku, docházeti školní nebo vyučiti se řemeslu. Informace o přijímání chovanců zašle na požádání ředitelství ústavu. bbox=[563, 255, 1058, 387]
news-item: * Černý Petr v politice. Dobrý vtip pronesl posl. Stříbrný na schůzi v Olomouci, když odpovídal na brněnskou řeč posl. Bechyně a odmítl nařčení Bechyňovo, že Stříbrný chtěl nechat sociálním demokratům černého Petra v kartách. Pravil za srdečné veselosti přítomných, že tak dětskou hru, jako je černý Petr, by on, jehož hráčské umění je všeobecně známo, nehrál. bbox=[47, 293, 543, 406]
news-item-text: Nedaleko Německého Šicendorfu u Jihlavy byl dne 12. t. m. nalezen mrtev Čeněk Linhart, advokátní úředník z Čes. Brodu, který tam dlel na dovolené. Střelil se ranou z revolveru a čin svůj vysvětluje dopisem, který mu se opatřil důvodů soukromého rázu. bbox=[1078, 1040, 1574, 1134]
news-item-heading: Zákaz dovozu jatečného dobytka z Československa do Švýcarska. bbox=[1078, 486, 1574, 522]
